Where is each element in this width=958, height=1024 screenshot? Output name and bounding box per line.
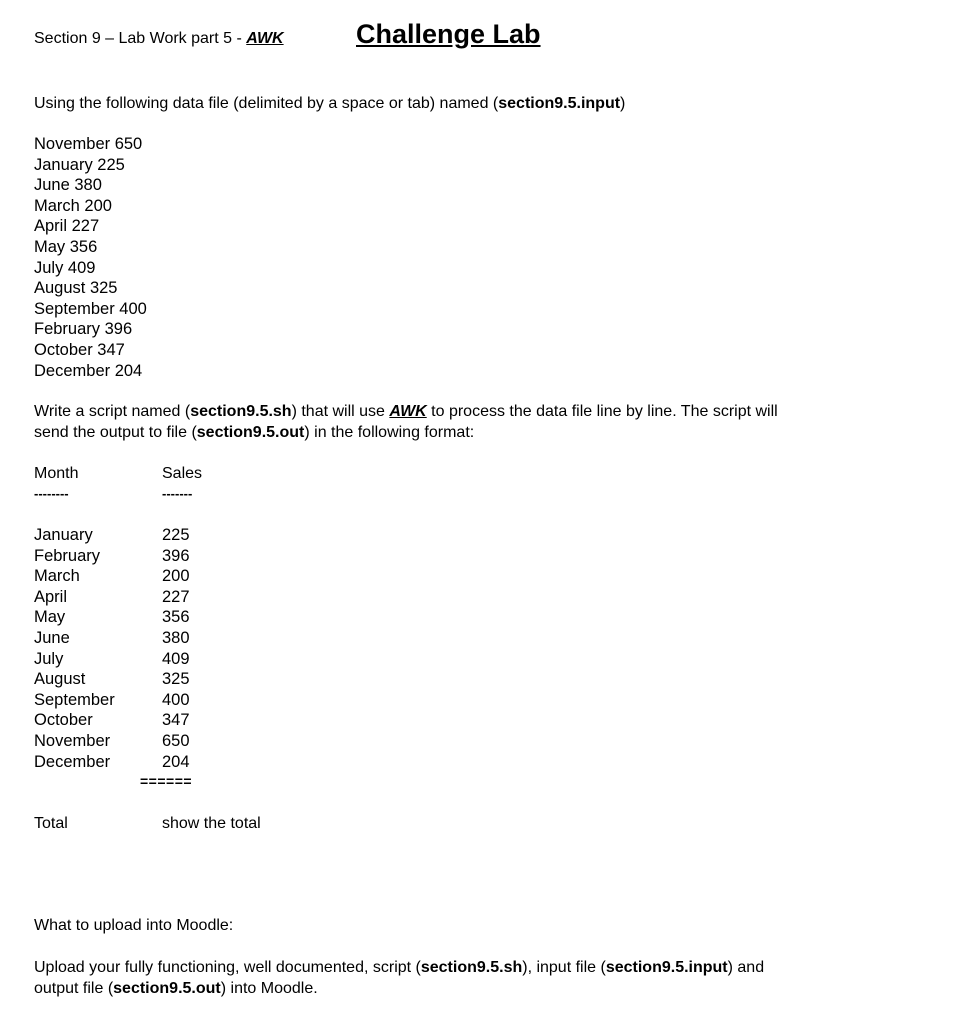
month-cell: January xyxy=(34,526,93,544)
sales-cell: 650 xyxy=(162,731,190,750)
sales-cell: 409 xyxy=(162,649,190,668)
sales-column xyxy=(162,525,190,772)
upload-text: ) into Moodle. xyxy=(220,980,318,997)
sales-cell: 396 xyxy=(162,546,190,565)
instructions-text: to process the data file line by line. The script will xyxy=(426,403,778,420)
data-line: April 227 xyxy=(34,217,100,236)
data-file-listing xyxy=(34,134,147,381)
month-cell: May xyxy=(34,608,66,627)
page-title: Challenge Lab xyxy=(356,19,541,49)
instructions-text: send the output to file ( xyxy=(34,424,197,441)
data-line: May 356 xyxy=(34,237,98,256)
upload-line-2 xyxy=(34,979,318,999)
upload-output-filename: section9.5.out xyxy=(113,980,221,997)
instructions-text: ) that will use xyxy=(291,403,390,420)
month-cell: September xyxy=(34,690,115,709)
sales-column-header: Sales xyxy=(162,465,203,482)
month-cell: December xyxy=(34,752,111,771)
data-line: January 225 xyxy=(34,155,125,174)
data-line: November 650 xyxy=(34,135,143,153)
sales-cell: 225 xyxy=(162,526,190,544)
instructions-text: Write a script named ( xyxy=(34,403,191,420)
sales-cell: 325 xyxy=(162,670,190,689)
instructions-line-1 xyxy=(34,402,778,422)
intro-paragraph xyxy=(34,94,625,114)
upload-text: ), input file ( xyxy=(522,959,606,976)
instructions-line-2 xyxy=(34,423,474,443)
month-cell: June xyxy=(34,628,70,647)
sales-cell: 227 xyxy=(162,587,190,606)
intro-end: ) xyxy=(620,95,626,112)
data-line: March 200 xyxy=(34,196,112,215)
sales-cell: 204 xyxy=(162,752,190,771)
sales-column-rule: ------- xyxy=(162,486,193,501)
sales-cell: 380 xyxy=(162,628,190,647)
month-cell: August xyxy=(34,670,86,689)
data-line: October 347 xyxy=(34,340,125,359)
upload-text: output file ( xyxy=(34,980,114,997)
data-line: July 409 xyxy=(34,258,96,277)
upload-script-filename: section9.5.sh xyxy=(420,959,523,976)
data-line: August 325 xyxy=(34,279,118,298)
section-heading xyxy=(34,30,284,48)
script-filename: section9.5.sh xyxy=(190,403,292,420)
upload-heading: What to upload into Moodle: xyxy=(34,917,234,934)
awk-heading-label: AWK xyxy=(246,30,284,47)
data-line: February 396 xyxy=(34,320,133,339)
month-column-header: Month xyxy=(34,465,79,482)
total-label: Total xyxy=(34,815,68,832)
sales-cell: 347 xyxy=(162,711,190,730)
data-line: December 204 xyxy=(34,361,143,380)
section-heading-text: Section 9 – Lab Work part 5 - xyxy=(34,30,247,47)
month-cell: October xyxy=(34,711,93,730)
total-separator: ====== xyxy=(140,773,193,789)
month-cell: July xyxy=(34,649,64,668)
total-value: show the total xyxy=(162,815,261,832)
data-line: September 400 xyxy=(34,299,147,318)
input-filename: section9.5.input xyxy=(498,95,621,112)
intro-text: Using the following data file (delimited by a space or tab) named ( xyxy=(34,95,499,112)
upload-line-1 xyxy=(34,958,764,978)
data-line: June 380 xyxy=(34,176,102,195)
sales-cell: 400 xyxy=(162,690,190,709)
awk-inline-label: AWK xyxy=(389,403,427,420)
upload-input-filename: section9.5.input xyxy=(605,959,728,976)
month-cell: April xyxy=(34,587,68,606)
sales-cell: 356 xyxy=(162,608,190,627)
month-column xyxy=(34,525,115,772)
month-cell: November xyxy=(34,731,111,750)
month-cell: February xyxy=(34,546,101,565)
output-filename: section9.5.out xyxy=(196,424,305,441)
instructions-text: ) in the following format: xyxy=(304,424,475,441)
sales-cell: 200 xyxy=(162,567,190,586)
month-column-rule: -------- xyxy=(34,486,69,501)
upload-text: Upload your fully functioning, well documented, script ( xyxy=(34,959,421,976)
upload-text: ) and xyxy=(727,959,765,976)
month-cell: March xyxy=(34,567,80,586)
